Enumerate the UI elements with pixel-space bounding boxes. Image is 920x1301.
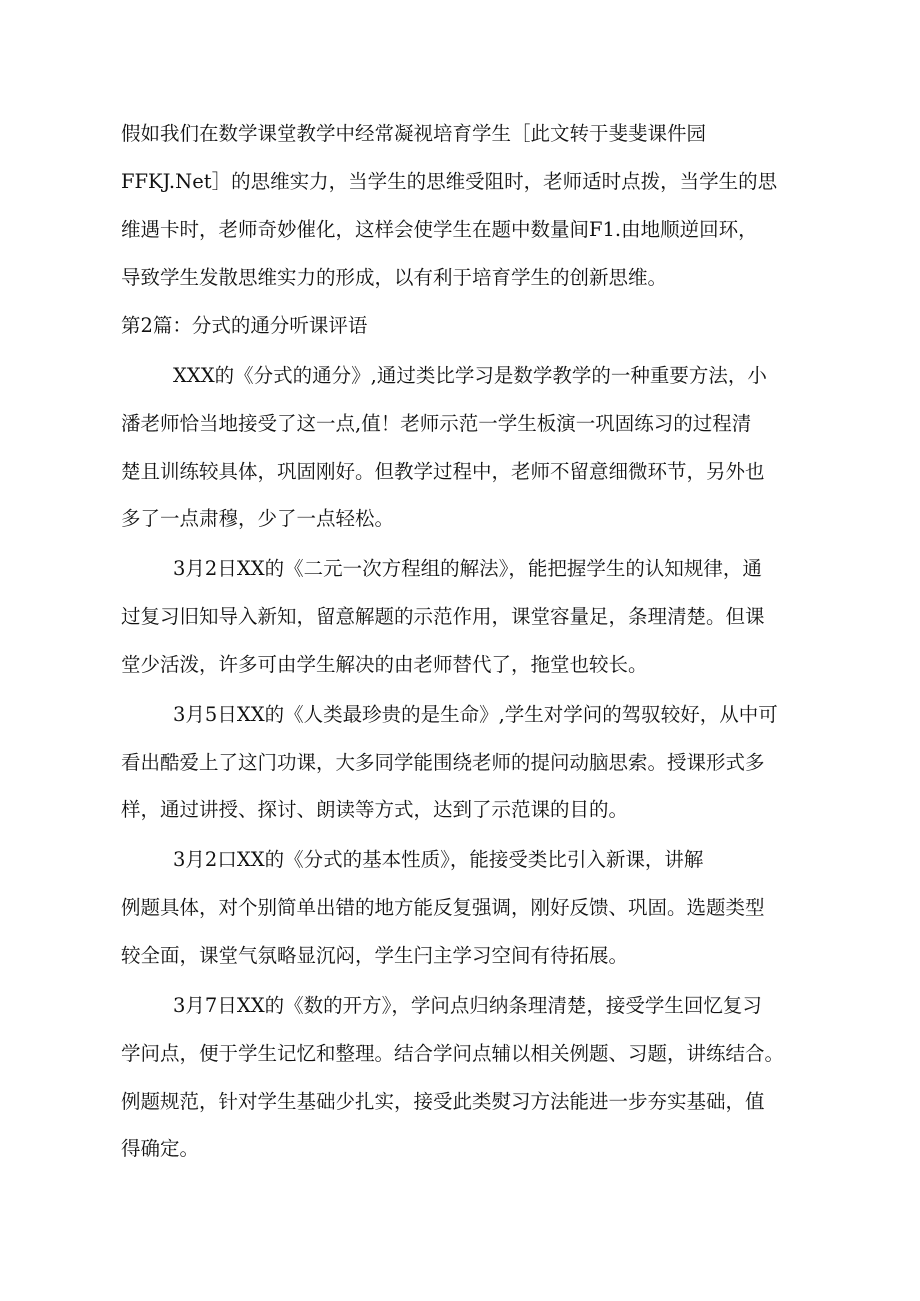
intro-line-2: FFKJ.Net］的思维实力，当学生的思维受阻时，老师适时点拨，当学生的思 — [121, 170, 778, 193]
intro-line-4: 导致学生发散思维实力的形成，以有利于培育学生的创新思维。 — [121, 266, 668, 289]
p2-line-2: 过复习旧知导入新知，留意解题的示范作用，课堂容量足，条理清楚。但课 — [121, 605, 765, 628]
p1-line-2: 潘老师恰当地接受了这一点,值！老师示范一学生板演一巩固练习的过程清 — [121, 412, 752, 435]
p4-line-1: 3月2口XX的《分式的基本性质》，能接受类比引入新课，讲解 — [173, 848, 704, 871]
p2-line-3: 堂少活泼，许多可由学生解决的由老师替代了，拖堂也较长。 — [121, 653, 648, 676]
p5-line-3: 例题规范，针对学生基础少扎实，接受此类熨习方法能进一步夯实基础，值 — [121, 1090, 765, 1113]
p2-line-1: 3月2日XX的《二元一次方程组的解法》，能把握学生的认知规律，通 — [173, 557, 762, 580]
intro-line-1: 假如我们在数学课堂教学中经常凝视培育学生［此文转于斐斐课件园 — [121, 122, 707, 145]
p3-line-2: 看出酷爱上了这门功课，大多同学能围绕老师的提问动脑思索。授课形式多 — [121, 751, 765, 774]
p3-line-1: 3月5日XX的《人类最珍贵的是生命》,学生对学问的驾驭较好，从中可 — [173, 703, 778, 726]
p1-line-4: 多了一点肃穆，少了一点轻松。 — [121, 507, 395, 530]
section-heading: 第2篇：分式的通分听课评语 — [121, 314, 368, 337]
p4-line-3: 较全面，课堂气氛略显沉闷，学生闩主学习空间有待拓展。 — [121, 944, 629, 967]
p1-line-1: XXX的《分式的通分》,通过类比学习是数学教学的一种重要方法，小 — [173, 364, 767, 387]
p5-line-2: 学问点，便于学生记忆和整理。结合学问点辅以相关例题、习题，讲练结合。 — [121, 1042, 785, 1065]
p3-line-3: 样，通过讲授、探讨、朗读等方式，达到了示范课的目的。 — [121, 798, 629, 821]
p5-line-1: 3月7日XX的《数的开方》，学问点归纳条理清楚，接受学生回忆复习 — [173, 994, 762, 1017]
p1-line-3: 楚且训练较具体，巩固刚好。但教学过程中，老师不留意细微环节，另外也 — [121, 460, 765, 483]
p4-line-2: 例题具体，对个别简单出错的地方能反复强调，刚好反馈、巩固。选题类型 — [121, 896, 765, 919]
intro-line-3: 维遇卡时，老师奇妙催化，这样会使学生在题中数量间F1.由地顺逆回环， — [121, 218, 758, 241]
p5-line-4: 得确定。 — [121, 1137, 200, 1160]
